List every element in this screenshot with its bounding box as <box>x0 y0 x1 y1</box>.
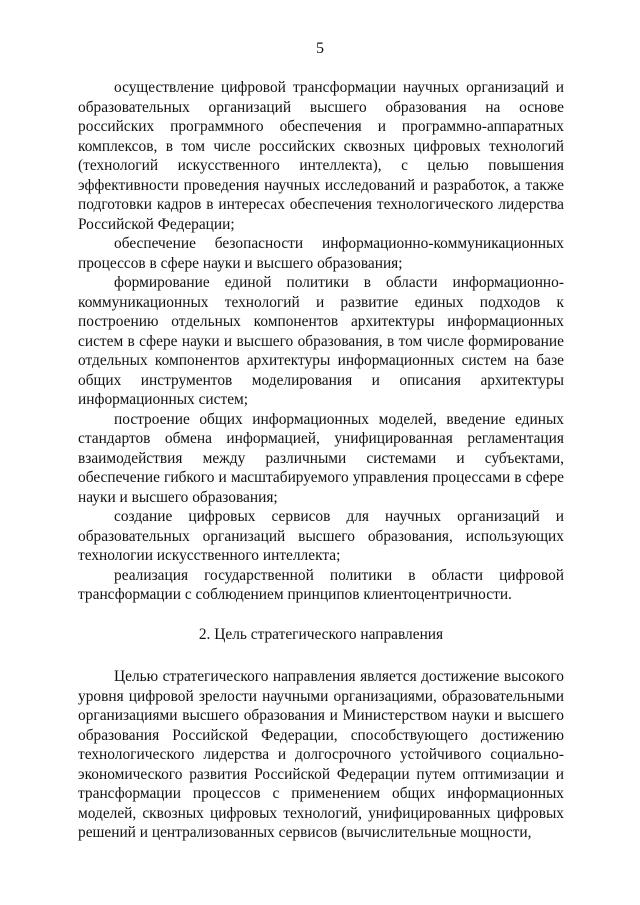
list-item-ict-security: обеспечение безопасности информационно-коммуникационных процессов в сфере науки и высшего образования; <box>78 235 564 272</box>
document-body <box>78 78 564 843</box>
goal-paragraph: Целью стратегического направления является достижение высокого уровня цифровой зрелости научными организациями, образовательными организациями высшего образования и Министерством науки и высшего образования Российской Федерации, способствующего достижению технологического лидерства и долгосрочного устойчивого социально-экономического развития Российской Федерации путем оптимизации и трансформации процессов с применением общих информационных моделей, сквозных цифровых технологий, унифицированных цифровых решений и централизованных сервисов (вычислительные мощности, <box>78 668 564 841</box>
list-item-digital-transformation: осуществление цифровой трансформации научных организаций и образовательных организаций высшего образования на основе российских программного обеспечения и программно-аппаратных комплексов, в том числе российских сквозных цифровых технологий (технологий искусственного интеллекта), с целью повышения эффективности проведения научных исследований и разработок, а также подготовки кадров в интересах обеспечения технологического лидерства Российской Федерации; <box>78 79 564 233</box>
list-item-information-models: построение общих информационных моделей, введение единых стандартов обмена информацией, унифицированная регламентация взаимодействия между различными системами и субъектами, обеспечение гибкого и масштабируемого управления процессами в сфере науки и высшего образования; <box>78 410 564 506</box>
page-number: 5 <box>316 40 324 57</box>
list-item-unified-ict-policy: формирование единой политики в области информационно-коммуникационных технологий и развитие единых подходов к построению отдельных компонентов архитектуры информационных систем в сфере науки и высшего образования, в том числе формирование отдельных компонентов архитектуры информационных систем на базе общих инструментов моделирования и описания архитектуры информационных систем; <box>78 274 564 408</box>
list-item-digital-services: создание цифровых сервисов для научных организаций и образовательных организаций высшего образования, использующих технологии искусственного интеллекта; <box>78 508 564 564</box>
section-heading: 2. Цель стратегического направления <box>198 625 444 643</box>
list-item-state-policy: реализация государственной политики в области цифровой трансформации с соблюдением принципов клиентоцентричности. <box>78 566 564 603</box>
